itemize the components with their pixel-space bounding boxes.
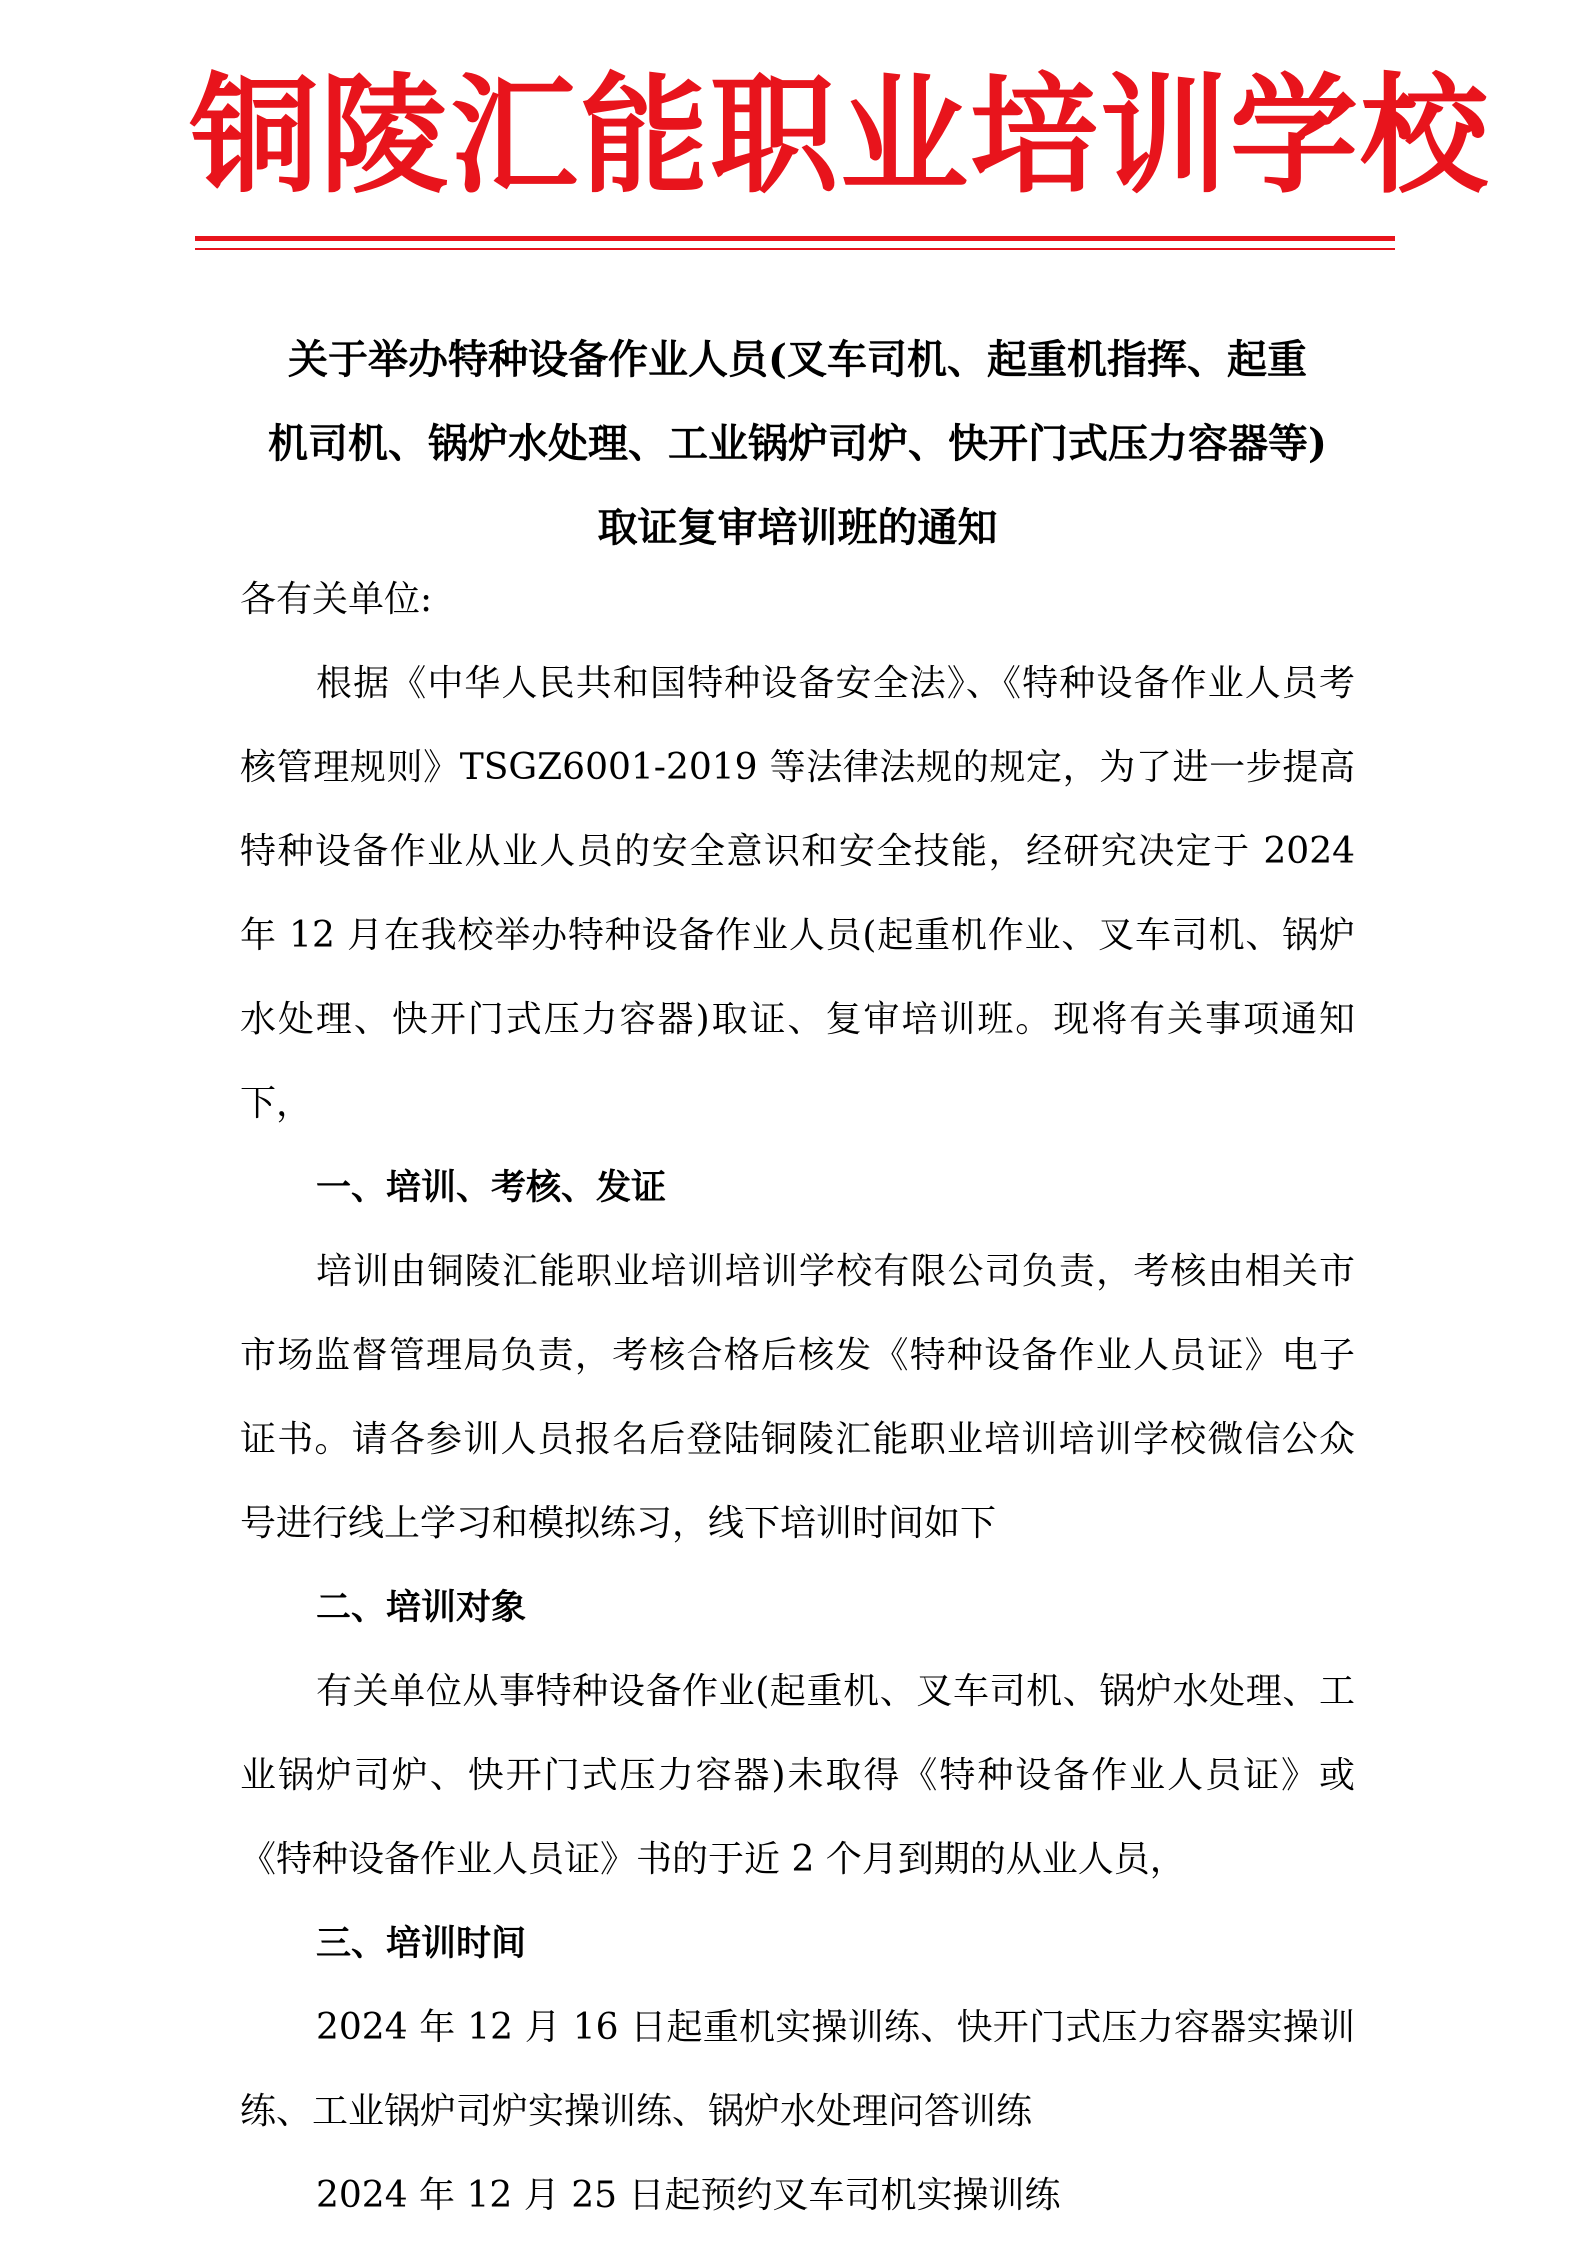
section-3-paragraph: 2024 年 12 月 25 日起预约叉车司机实操训练 — [316, 2175, 1061, 2216]
section-2-paragraph: 有关单位从事特种设备作业(起重机、叉车司机、锅炉水处理、工业锅炉司炉、快开门式压力容器)未取得《特种设备作业人员证》或《特种设备作业人员证》书的于近 2 个月到期的从业人员， — [240, 1671, 1355, 1880]
notice-title-line: 取证复审培训班的通知 — [597, 504, 998, 551]
masthead-rule-thick — [195, 236, 1395, 241]
salutation: 各有关单位: — [240, 579, 433, 620]
intro-paragraph: 根据《中华人民共和国特种设备安全法》、《特种设备作业人员考核管理规则》TSGZ6001-2019 等法律法规的规定，为了进一步提高特种设备作业从业人员的安全意识和安全技能，经研究决定于 2024 年 12 月在我校举办特种设备作业人员(起重机作业、叉车司机、锅炉水处理、快开门式压力容器)取证、复审培训班。现将有关事项通知下， — [240, 663, 1355, 1124]
notice-title-line: 关于举办特种设备作业人员(叉车司机、起重机指挥、起重 — [288, 336, 1307, 383]
notice-body — [240, 558, 1355, 2238]
notice-title-line: 机司机、锅炉水处理、工业锅炉司炉、快开门式压力容器等) — [268, 420, 1327, 467]
masthead-rule-thin — [195, 248, 1395, 250]
section-heading-2: 二、培训对象 — [316, 1588, 527, 1628]
section-1-paragraph: 培训由铜陵汇能职业培训培训学校有限公司负责，考核由相关市市场监督管理局负责，考核合格后核发《特种设备作业人员证》电子证书。请各参训人员报名后登陆铜陵汇能职业培训培训学校微信公众号进行线上学习和模拟练习，线下培训时间如下 — [240, 1251, 1355, 1544]
section-3-paragraph: 2024 年 12 月 16 日起重机实操训练、快开门式压力容器实操训练、工业锅炉司炉实操训练、锅炉水处理问答训练 — [240, 2007, 1355, 2132]
section-heading-3: 三、培训时间 — [316, 1924, 527, 1964]
notice-title — [240, 318, 1355, 570]
school-masthead: 铜陵汇能职业培训学校 — [190, 62, 1491, 211]
section-heading-1: 一、培训、考核、发证 — [316, 1168, 667, 1208]
